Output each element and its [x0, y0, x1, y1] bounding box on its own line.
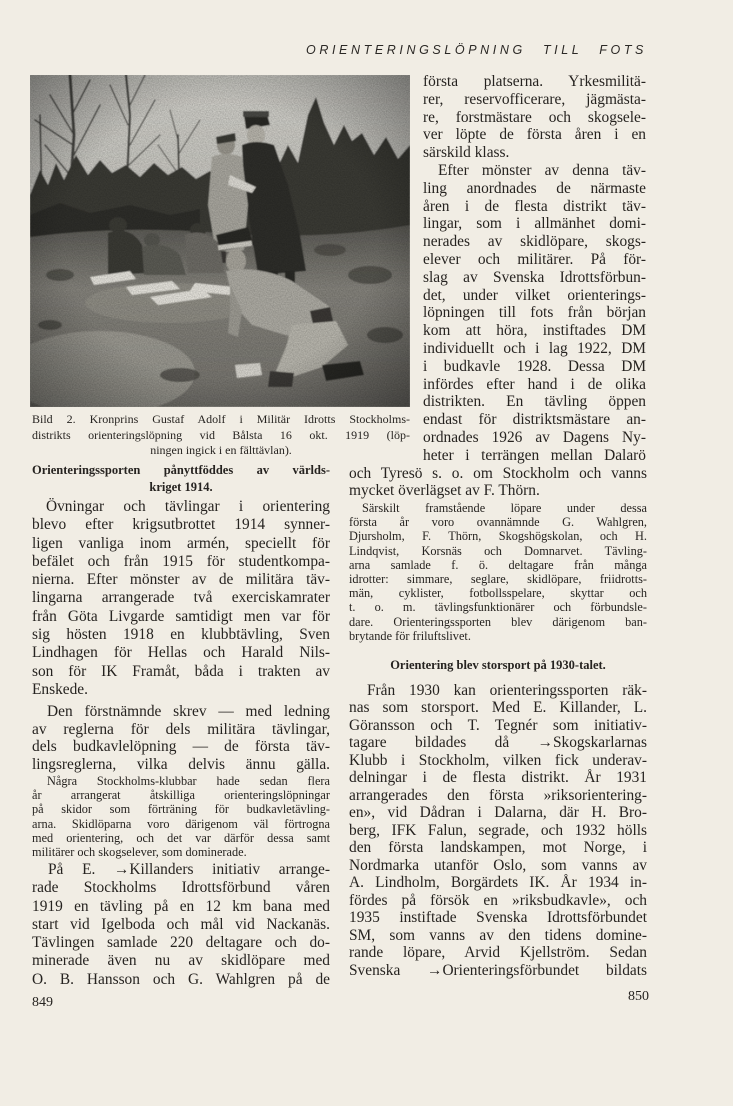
text-line: O. B. Hansson och G. Wahlgren på de	[32, 970, 330, 988]
figure-caption-line: Bild 2. Kronprins Gustaf Adolf i Militär Idrotts Stockholms-	[32, 412, 410, 426]
text-line: 1919 en tävling på en 12 km bana med	[32, 897, 330, 915]
section-heading	[32, 462, 330, 496]
text-line: idrotter: simmare, seglare, skidlöpare, friidrotts-	[349, 572, 647, 587]
text-line: dare. Orienteringssporten blev därigenom ban-	[349, 614, 647, 629]
figure-caption-line: ningen ingick i en fälttävlan).	[150, 443, 292, 457]
figure-caption-line: distrikts orienteringslöpning vid Bålsta 16 okt. 1919 (löp-	[32, 427, 410, 442]
text-line: 1935 instiftade Svenska Idrottsförbundet	[349, 909, 647, 926]
small-print-note	[349, 501, 647, 643]
text-line: en», vid Dådran i Dalarna, där H. Bro-	[349, 804, 647, 821]
text-line: SM, som vanns av den tidens domine-	[349, 926, 647, 944]
text-line: av reglerna för dels militära tävlingar,	[32, 720, 330, 738]
text-line: son för IK Framåt, båda i trakten av	[32, 662, 330, 680]
text-line: Svenska →Orienteringsförbundet bildats	[349, 961, 647, 979]
text-line: Klubb i Stockholm, vilken fick underav-	[349, 751, 647, 769]
text-line: rer, reservofficerare, jägmästa-	[423, 90, 646, 108]
paragraph-continuation	[349, 465, 647, 501]
heading-line: kriget 1914.	[149, 479, 213, 494]
text-line: Några Stockholms-klubbar hade sedan flera	[47, 774, 330, 788]
text-line: i budkavle 1928. Dessa DM	[423, 357, 646, 375]
text-line: fördes på försök en »riksbudkavle», och	[349, 891, 647, 909]
text-line: Tävlingen samlade 220 deltagare och do-	[32, 934, 330, 952]
text-line: slag av Svenska Idrottsförbun-	[423, 268, 646, 286]
text-line: elever och militärer. På för-	[423, 250, 646, 268]
text-line: åren i de flesta distrikt täv-	[423, 197, 646, 215]
text-line: minerade även nu av skidlöpare med	[32, 952, 330, 970]
text-line: lingarna arrangerade två exerciskamrater	[32, 589, 330, 607]
text-line: löpningen till fots från början	[423, 304, 646, 322]
text-line: rade Stockholms Idrottsförbund våren	[32, 879, 330, 897]
text-line: endast för distriktsmästare an-	[423, 411, 646, 429]
text-line: och Tyresö s. o. om Stockholm och vanns	[349, 464, 647, 482]
text-line: Enskede.	[32, 680, 88, 698]
paragraph	[32, 703, 330, 774]
text-line: distrikten. En tävling öppen	[423, 393, 646, 411]
text-line: ligen vanliga inom armén, speciellt för	[32, 534, 330, 552]
text-line: Nordmarka utanför Oslo, som vanns av	[349, 856, 647, 874]
text-line: re, forstmästare och skogsele-	[423, 108, 646, 126]
text-line: nierna. Efter mönster av de militära täv-	[32, 571, 330, 589]
page-number-right: 850	[628, 989, 649, 1004]
paragraph	[32, 861, 330, 989]
section-heading: Orientering blev storsport på 1930-talet.	[390, 657, 606, 672]
text-line: ordnades 1926 av Dagens Ny-	[423, 428, 646, 446]
paragraph	[32, 498, 330, 699]
text-line: dels budkavlelöpning — de första täv-	[32, 738, 330, 756]
text-line: individuellt och i lag 1922, DM	[423, 339, 646, 357]
text-line: med orientering, och det var därför dessa samt	[32, 830, 330, 845]
photo-orienteering-soldiers	[30, 75, 410, 407]
text-line: brytande för friluftslivet.	[349, 628, 471, 643]
text-line: nerades av skidlöpare, skogs-	[423, 233, 646, 251]
text-line: Djursholm, F. Thörn, Skogshögskolan, och H.	[349, 529, 647, 544]
text-line: lingar, som i allmänhet domi-	[423, 215, 646, 233]
text-line: Lindhagen för Hellas och Harald Nils-	[32, 644, 330, 662]
text-line: På E. →Killanders initiativ arrange-	[48, 861, 330, 878]
text-line: första platserna. Yrkesmilitä-	[423, 73, 646, 90]
text-line: t. o. m. tävlingsfunktionärer och förbundsle-	[349, 600, 647, 615]
text-line: sig hösten 1918 en klubbtävling, Sven	[32, 626, 330, 644]
text-line: lingsreglerna, vilka delvis ännu gälla.	[32, 756, 330, 774]
text-line: arna samlade f. ö. deltagare från många	[349, 557, 647, 572]
text-line: första år voro ovannämnde G. Wahlgren,	[349, 515, 647, 530]
text-line: rande löpare, Arvid Kjellström. Sedan	[349, 944, 647, 961]
text-line: blevo efter krigsutbrottet 1914 synner-	[32, 516, 330, 534]
text-line: Lindqvist, Korsnäs och Domnarvet. Tävling-	[349, 543, 647, 558]
text-line: Övningar och tävlingar i orientering	[46, 498, 330, 515]
text-line: Från 1930 kan orienteringssporten räk-	[367, 681, 647, 699]
small-print-note	[32, 774, 330, 859]
text-line: militärer och skogselever, som dominerade.	[32, 845, 247, 860]
heading-line: Orienteringssporten pånyttföddes av världs-	[32, 462, 330, 477]
text-line: på skidor som förträning för budkavletävling-	[32, 802, 330, 817]
figure-caption	[32, 412, 410, 459]
text-line: från Göta Livgarde samtidigt men var för	[32, 607, 330, 625]
text-line: tagare bildades då →Skogskarlarnas	[349, 734, 647, 751]
text-line: kom att höra, instiftades DM	[423, 322, 646, 340]
text-line: infördes efter hand i de olika	[423, 375, 646, 393]
text-line: arna. Skidlöparna voro därigenom väl förtrogna	[32, 816, 330, 831]
text-line: särskild klass.	[423, 144, 510, 162]
text-line: år arrangerat åtskilliga orienteringslöpningar	[32, 788, 330, 803]
page-number-left: 849	[32, 995, 53, 1010]
text-line: Efter mönster av denna täv-	[438, 161, 646, 179]
text-line: män, cyklister, fotbollsspelare, skyttar och	[349, 586, 647, 601]
text-line: nas som storsport. Med E. Killander, L.	[349, 699, 647, 716]
paragraph	[349, 682, 647, 980]
text-line: Den förstnämnde skrev — med ledning	[47, 703, 330, 720]
paragraph-group	[423, 73, 646, 465]
text-line: A. Lindholm, Borgärdets IK. År 1934 in-	[349, 874, 647, 891]
text-line: mycket överlägset av F. Thörn.	[349, 482, 540, 500]
text-line: Särskilt framstående löpare under dessa	[362, 501, 647, 515]
text-line: ling anordnades de närmaste	[423, 179, 646, 197]
text-line: heter i terrängen mellan Dalarö	[423, 446, 646, 464]
text-line: delningar i de flesta distrikt. År 1931	[349, 769, 647, 786]
text-line: berg, IFK Falun, segrade, och 1932 hölls	[349, 821, 647, 839]
running-header: ORIENTERINGSLÖPNING TILL FOTS	[306, 43, 647, 57]
text-line: det, under vilket orienterings-	[423, 286, 646, 304]
text-line: befälet och från 1915 för studentkompa-	[32, 552, 330, 570]
text-line: ver löpte de första åren i en	[423, 126, 646, 144]
text-line: den första landskampen, mot Norge, i	[349, 839, 647, 856]
text-line: start vid Igelboda och mål vid Nackanäs.	[32, 915, 330, 933]
text-line: Göransson och T. Tegnér som initiativ-	[349, 716, 647, 734]
text-line: arrangerades den första »riksorientering-	[349, 786, 647, 804]
